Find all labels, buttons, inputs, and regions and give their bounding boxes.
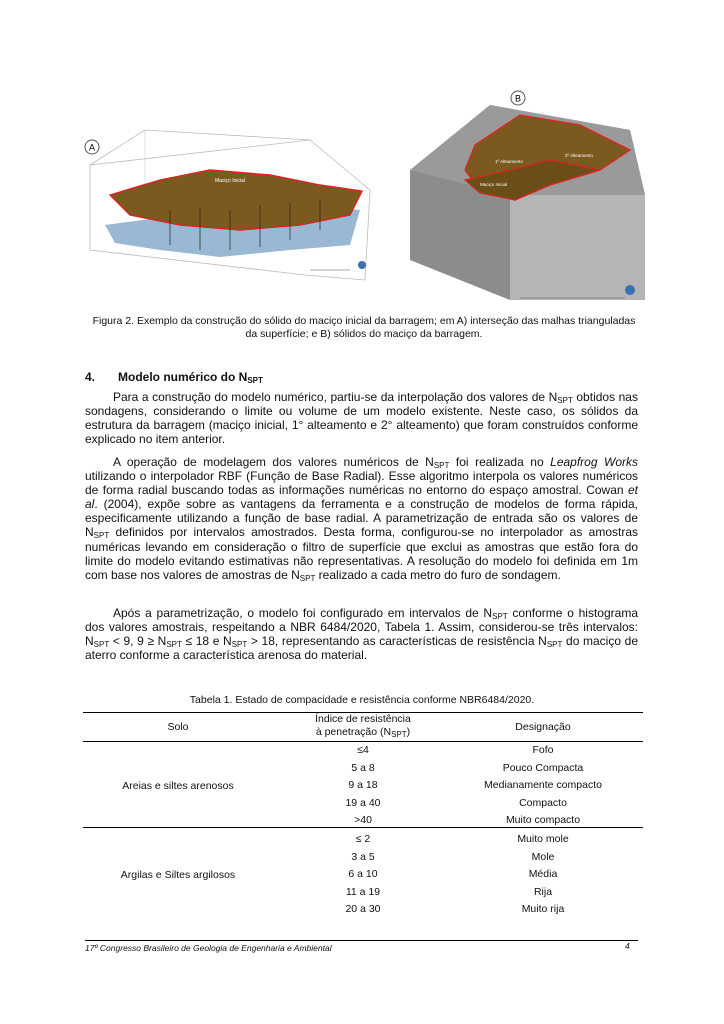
table-group-rule	[83, 827, 643, 828]
figure-caption: Figura 2. Exemplo da construção do sólido do maciço inicial da barragem; em A) interseção das malhas trianguladas da superfície; e B) sólidos do maciço da barragem.	[92, 315, 636, 340]
designacao-cell: Pouco Compacta	[502, 761, 584, 774]
page-number: 4	[625, 941, 630, 951]
section-heading: 4. Modelo numérico do $N_{SPT}$	[85, 370, 263, 385]
figure-2	[70, 85, 654, 313]
designacao-cell: Muito compacto	[505, 814, 581, 826]
solo-cell: Argilas e Siltes argilosos	[120, 868, 236, 881]
indice-cell: 20 a 30	[345, 903, 381, 915]
designacao-cell: Fofo	[532, 744, 554, 756]
indice-cell: ≤ 2	[355, 833, 371, 845]
section-number: 4.	[85, 370, 96, 384]
indice-cell: 11 a 19	[345, 885, 381, 898]
header-solo: Solo	[167, 721, 189, 733]
indice-cell: 6 a 10	[348, 868, 378, 880]
indice-cell: 3 a 5	[351, 850, 375, 863]
panel-b-label-3: Maciço Inicial	[480, 182, 508, 187]
panel-b-label: B	[514, 93, 522, 104]
indice-cell: 19 a 40	[345, 796, 381, 809]
panel-b-label-2: 2º Alteamento	[565, 153, 593, 158]
panel-a	[85, 130, 370, 280]
panel-b-label-1: 1º Alteamento	[495, 159, 523, 164]
header-indice: Índice de resistência à penetração $(N_{SPT})$	[315, 713, 411, 739]
header-designacao: Designação	[515, 721, 571, 733]
section-title: Modelo numérico do N	[118, 370, 248, 384]
panel-a-label: A	[88, 142, 96, 153]
panel-a-surface-label: Maciço Inicial	[214, 178, 246, 184]
designacao-cell: Muito mole	[517, 833, 569, 845]
table-caption: Tabela 1. Estado de compacidade e resistência conforme NBR6484/2020.	[189, 694, 535, 706]
indice-cell: 5 a 8	[351, 761, 375, 774]
panel-b	[410, 91, 645, 300]
table-header-rule	[83, 741, 643, 742]
designacao-cell: Muito rija	[521, 903, 565, 915]
footer-text: 17º Congresso Brasileiro de Geologia de Engenharia e Ambiental	[85, 943, 332, 953]
indice-cell: 9 a 18	[348, 779, 378, 791]
table-1	[83, 712, 643, 922]
designacao-cell: Compacto	[519, 796, 567, 809]
footer-rule	[85, 940, 638, 941]
paragraph-2: A operação de modelagem dos valores numéricos de $N_{SPT}$ foi realizada no Leapfrog Works utilizando o interpolador RBF (Função de Base Radial). Esse algoritmo interpola os valores numéricos de forma radial buscando todas as informações numéricas no entorno do espaço amostral. Cowan et al. (2004), expõe sobre as vantagens da ferramenta e a construção de modelos de forma rápida, especificamente utilizando a função de base radial. A parametrização de entrada são os valores de $N_{SPT}$ definidos por intervalos amostrados. Desta forma, configurou-se no interpolador as amostras numéricas levando em consideração o filtro de superfície que exclui as amostras que estão fora do limite do modelo evitando estimativas não representativas. A resolução do modelo foi definida em 1m com base nos valores de amostras de $N_{SPT}$ realizado a cada metro do furo de sondagem.	[85, 455, 639, 583]
figure-2-image	[70, 85, 654, 313]
solo-cell: Areias e siltes arenosos	[122, 779, 234, 792]
indice-cell: >40	[354, 814, 372, 826]
designacao-cell: Medianamente compacto	[484, 779, 602, 791]
designacao-cell: Mole	[531, 850, 555, 863]
designacao-cell: Rija	[533, 885, 553, 898]
paragraph-3: Após a parametrização, o modelo foi configurado em intervalos de $N_{SPT}$ conforme o histograma dos valores amostrais, respeitando a NBR 6484/2020, Tabela 1. Assim, considerou-se três intervalos: $N_{SPT} < 9$, $9 \ge N_{SPT} \le 18$ e $N_{SPT} > 18$, representando as características de resistência $N_{SPT}$ do maciço de aterro conforme a característica arenosa do material.	[85, 606, 638, 663]
designacao-cell: Média	[528, 868, 558, 880]
indice-cell: ≤4	[357, 744, 369, 756]
paragraph-1: Para a construção do modelo numérico, partiu-se da interpolação dos valores de $N_{SPT}$ obtidos nas sondagens, considerando o limite ou volume de um modelo existente. Neste caso, os sólidos da estrutura da barragem (maciço inicial, 1° alteamento e 2° alteamento) que foram construídos conforme explicado no item anterior.	[85, 390, 638, 447]
